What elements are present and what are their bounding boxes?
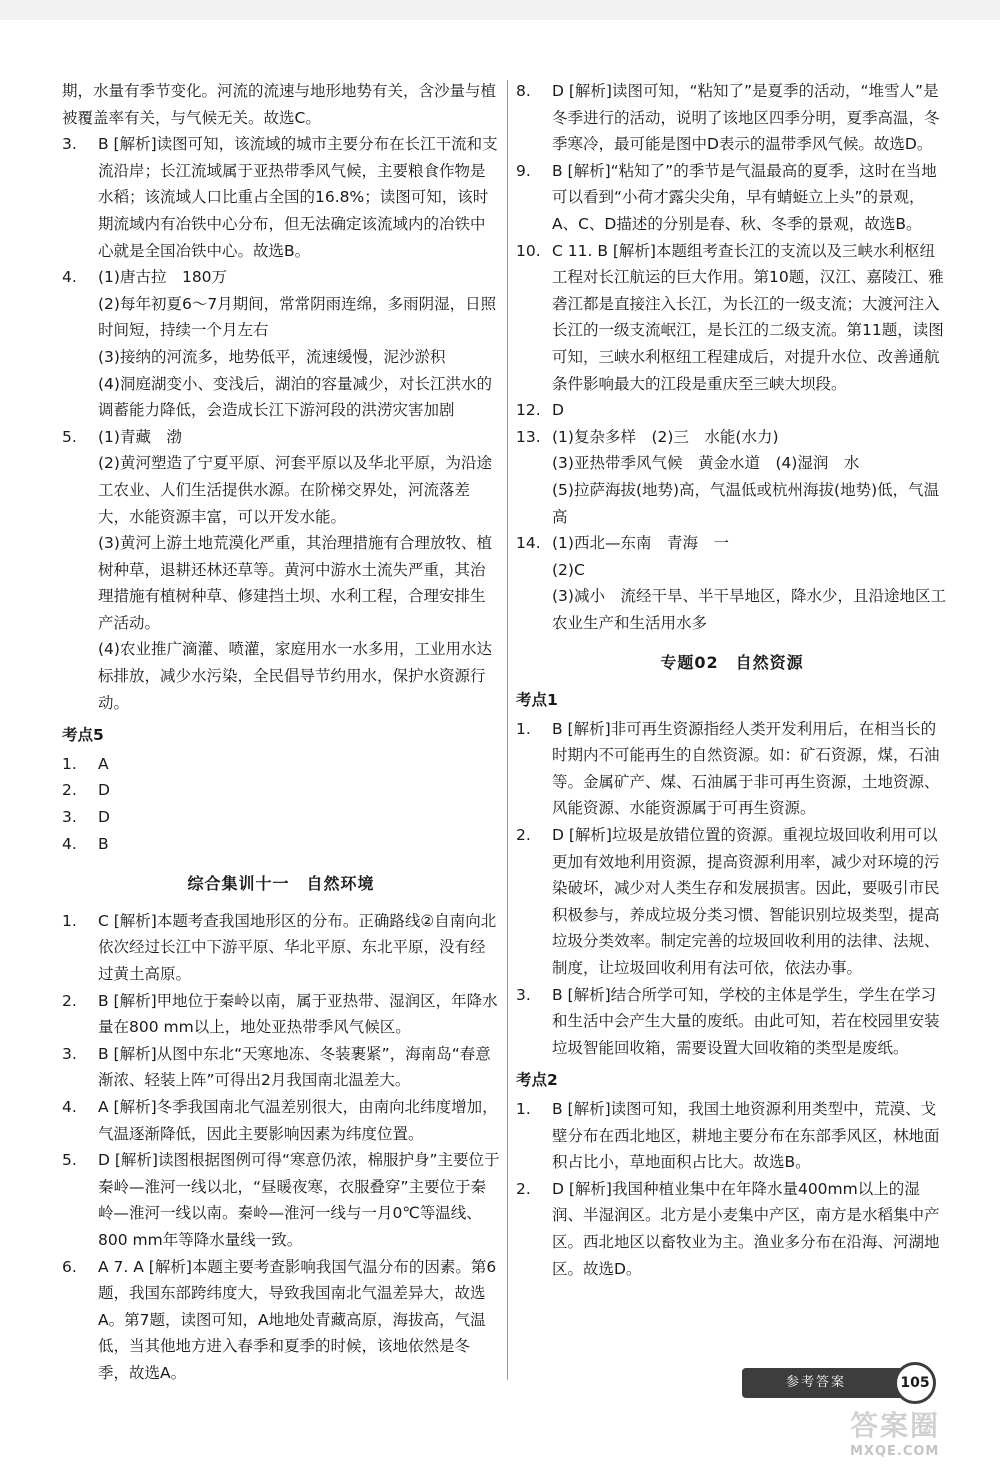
right-column bbox=[516, 78, 948, 1282]
question-number: 14. bbox=[516, 534, 541, 553]
question-number: 2. bbox=[516, 1179, 531, 1198]
answer-text: D [解析]垃圾是放错位置的资源。重视垃圾回收利用可以更加有效地利用资源，提高资源利用率，减少对环境的污染破坏，减少对人类生存和发展损害。因此，要吸引市民积极参与，养成垃圾分类习惯、智能识别垃圾类型，提高垃圾分类效率。制定完善的垃圾回收利用的法律、法规、制度，让垃圾回收利用有法可依，依法办事。 bbox=[552, 826, 940, 977]
answer-text: D [解析]读图可知，“粘知了”是夏季的活动，“堆雪人”是冬季进行的活动，说明了该地区四季分明，夏季高温，冬季寒冷，最可能是图中D表示的温带季风气候。故选D。 bbox=[552, 82, 940, 154]
answer-item-right-2 bbox=[516, 238, 948, 398]
question-number: 1. bbox=[62, 911, 77, 930]
watermark-logo-en: MXQE.COM bbox=[850, 1444, 940, 1459]
page-number: 105 bbox=[894, 1362, 936, 1404]
question-number: 13. bbox=[516, 427, 541, 446]
answer-subpart-q5-2: (4)农业推广滴灌、喷灌，家庭用水一水多用，工业用水达标排放，减少水污染，全民倡导节约用水，保护水资源行动。 bbox=[98, 640, 492, 712]
answer-text: (1)唐古拉 180万 bbox=[98, 268, 228, 287]
answer-text: B [解析]结合所学可知，学校的主体是学生，学生在学习和生活中会产生大量的废纸。由此可知，若在校园里安装垃圾智能回收箱，需要设置大回收箱的类型是废纸。 bbox=[552, 985, 940, 1057]
question-number: 10. bbox=[516, 241, 541, 260]
answer-subpart-q14-1: (3)减小 流经干旱、半干旱地区，降水少，且沿途地区工农业生产和生活用水多 bbox=[552, 587, 946, 632]
answer-text: (1)复杂多样 (2)三 水能(水力) bbox=[552, 427, 779, 446]
question-number: 1. bbox=[62, 754, 77, 773]
answer-item-kaodian5-1 bbox=[62, 777, 500, 804]
answer-item-env-4 bbox=[62, 1147, 500, 1253]
answer-text: B [解析]读图可知，我国土地资源利用类型中，荒漠、戈壁分布在西北地区，耕地主要分布在东部季风区，林地面积占比小，草地面积占比大。故选B。 bbox=[552, 1099, 940, 1172]
answer-text: (1)西北—东南 青海 一 bbox=[552, 534, 729, 553]
section-heading-env: 综合集训十一 自然环境 bbox=[187, 874, 375, 894]
answer-item-env-3 bbox=[62, 1094, 500, 1147]
answer-key-label: 参考答案 bbox=[786, 1375, 847, 1390]
answer-item-kaodian1-1 bbox=[516, 822, 948, 982]
answer-item-right-0 bbox=[516, 78, 948, 158]
answer-text: D bbox=[552, 401, 564, 420]
answer-item-right-3 bbox=[516, 397, 948, 424]
answer-item-kaodian1-2 bbox=[516, 982, 948, 1062]
column-divider bbox=[507, 80, 508, 1380]
answer-text: (1)青藏 渤 bbox=[98, 427, 182, 446]
question-number: 5. bbox=[62, 1151, 77, 1170]
section-kaodian-2: 考点2 bbox=[516, 1071, 558, 1090]
question-number: 4. bbox=[62, 268, 77, 287]
question-number: 4. bbox=[62, 1097, 77, 1116]
question-number: 5. bbox=[62, 427, 77, 446]
question-number: 8. bbox=[516, 82, 531, 100]
answer-text: D bbox=[98, 781, 110, 800]
answer-subpart-q5-1: (3)黄河上游土地荒漠化严重，其治理措施有合理放牧、植树种草，退耕还林还草等。黄河中游水土流失严重，其治理措施有植树种草、修建挡土坝、水利工程，合理安排生产活动。 bbox=[98, 534, 492, 632]
continuation-text: 期，水量有季节变化。河流的流速与地形地势有关，含沙量与植被覆盖率有关，与气候无关。故选C。 bbox=[62, 82, 497, 127]
question-number: 1. bbox=[516, 719, 531, 738]
answer-text: C 11. B [解析]本题组考查长江的支流以及三峡水利枢纽工程对长江航运的巨大作用。第10题，汉江、嘉陵江、雅砻江都是直接注入长江，为长江的一级支流；大渡河注入长江的一级支流岷江，是长江的二级支流。第11题，读图可知，三峡水利枢纽工程建成后，对提升水位、改善通航条件影响最大的江段是重庆至三峡大坝段。 bbox=[552, 241, 944, 393]
section-kaodian-1: 考点1 bbox=[516, 691, 558, 710]
question-number: 2. bbox=[62, 991, 77, 1010]
answer-item-q5 bbox=[62, 424, 500, 451]
answer-key-tab bbox=[742, 1368, 908, 1398]
section-kaodian-5: 考点5 bbox=[62, 726, 104, 745]
question-number: 12. bbox=[516, 401, 541, 420]
page-top-edge bbox=[0, 0, 1000, 20]
answer-text: B [解析]“粘知了”的季节是气温最高的夏季，这时在当地可以看到“小荷才露尖尖角，早有蜻蜓立上头”的景观，A、C、D描述的分别是春、秋、冬季的景观，故选B。 bbox=[552, 161, 937, 233]
answer-text: B [解析]甲地位于秦岭以南，属于亚热带、湿润区，年降水量在800 mm以上，地处亚热带季风气候区。 bbox=[98, 991, 498, 1037]
answer-item-env-5 bbox=[62, 1254, 500, 1387]
section-heading-resources: 专题02 自然资源 bbox=[660, 653, 804, 673]
answer-item-left-0 bbox=[62, 131, 500, 264]
question-number: 3. bbox=[516, 985, 531, 1004]
left-column bbox=[62, 78, 500, 1387]
answer-item-kaodian2-0 bbox=[516, 1096, 948, 1176]
answer-text: D [解析]读图根据图例可得“寒意仍浓，棉服护身”主要位于秦岭—淮河一线以北，“昼暖夜寒，衣服叠穿”主要位于秦岭—淮河一线以南。秦岭—淮河一线与一月0℃等温线、800 mm年等降水量线一致。 bbox=[98, 1151, 500, 1249]
answer-item-right-4 bbox=[516, 424, 948, 451]
question-number: 9. bbox=[516, 161, 531, 180]
answer-text: B [解析]从图中东北“天寒地冻、冬装裹紧”，海南岛“春意渐浓、轻装上阵”可得出2月我国南北温差大。 bbox=[98, 1044, 491, 1090]
question-number: 3. bbox=[62, 808, 77, 827]
answer-text: D bbox=[98, 808, 110, 827]
answer-text: A 7. A [解析]本题主要考查影响我国气温分布的因素。第6题，我国东部跨纬度大，导致我国南北气温差异大，故选A。第7题，读图可知，A地地处青藏高原，海拔高，气温低，当其他地方进入春季和夏季的时候，该地依然是冬季，故选A。 bbox=[98, 1257, 497, 1382]
answer-text: A [解析]冬季我国南北气温差别很大，由南向北纬度增加，气温逐渐降低，因此主要影响因素为纬度位置。 bbox=[98, 1097, 498, 1143]
answer-item-kaodian1-0 bbox=[516, 716, 948, 822]
answer-item-env-1 bbox=[62, 988, 500, 1041]
answer-text: D [解析]我国种植业集中在年降水量400mm以上的湿润、半湿润区。北方是小麦集中产区，南方是水稻集中产区。西北地区以畜牧业为主。渔业多分布在沿海、河湖地区。故选D。 bbox=[552, 1179, 940, 1278]
question-number: 2. bbox=[516, 826, 531, 845]
answer-subpart-q14-0: (2)C bbox=[552, 560, 585, 579]
answer-subpart-q5-0: (2)黄河塑造了宁夏平原、河套平原以及华北平原，为沿途工农业、人们生活提供水源。在阶梯交界处，河流落差大，水能资源丰富，可以开发水能。 bbox=[98, 454, 492, 526]
answer-item-kaodian2-1 bbox=[516, 1176, 948, 1282]
question-number: 3. bbox=[62, 1044, 77, 1063]
answer-item-left-1 bbox=[62, 264, 500, 291]
answer-text: B bbox=[98, 834, 109, 853]
answer-item-kaodian5-2 bbox=[62, 804, 500, 831]
answer-subpart-q4-0: (2)每年初夏6～7月期间，常常阴雨连绵，多雨阴湿，日照时间短，持续一个月左右 bbox=[98, 294, 497, 340]
answer-item-right-1 bbox=[516, 158, 948, 238]
question-number: 4. bbox=[62, 834, 77, 853]
watermark-logo-cn: 答案圈 bbox=[850, 1409, 941, 1442]
question-number: 1. bbox=[516, 1099, 531, 1118]
answer-text: A bbox=[98, 754, 109, 773]
answer-item-kaodian5-3 bbox=[62, 831, 500, 858]
question-number: 3. bbox=[62, 135, 77, 154]
watermark-logo bbox=[850, 1404, 980, 1459]
answer-item-env-2 bbox=[62, 1041, 500, 1094]
answer-item-env-0 bbox=[62, 908, 500, 988]
answer-item-q14 bbox=[516, 530, 948, 557]
answer-subpart-q13-1: (5)拉萨海拔(地势)高，气温低或杭州海拔(地势)低，气温高 bbox=[552, 480, 940, 526]
answer-text: C [解析]本题考查我国地形区的分布。正确路线②自南向北依次经过长江中下游平原、华北平原、东北平原，没有经过黄土高原。 bbox=[98, 911, 497, 983]
answer-text: B [解析]非可再生资源指经人类开发利用后，在相当长的时期内不可能再生的自然资源。如：矿石资源，煤，石油等。金属矿产、煤、石油属于非可再生资源，土地资源、风能资源、水能资源属于可再生资源。 bbox=[552, 719, 940, 818]
question-number: 6. bbox=[62, 1257, 77, 1276]
question-number: 2. bbox=[62, 781, 77, 800]
answer-text: B [解析]读图可知，该流域的城市主要分布在长江干流和支流沿岸；长江流域属于亚热带季风气候，主要粮食作物是水稻；该流域人口比重占全国的16.8%；读图可知，该时期流域内有冶铁中心分布，但无法确定该流域内的冶铁中心就是全国冶铁中心。故选B。 bbox=[98, 135, 498, 260]
answer-subpart-q4-1: (3)接纳的河流多，地势低平，流速缓慢，泥沙淤积 bbox=[98, 347, 446, 366]
answer-subpart-q13-0: (3)亚热带季风气候 黄金水道 (4)湿润 水 bbox=[552, 454, 860, 473]
answer-subpart-q4-2: (4)洞庭湖变小、变浅后，湖泊的容量减少，对长江洪水的调蓄能力降低，会造成长江下游河段的洪涝灾害加剧 bbox=[98, 374, 492, 420]
answer-item-kaodian5-0 bbox=[62, 751, 500, 778]
